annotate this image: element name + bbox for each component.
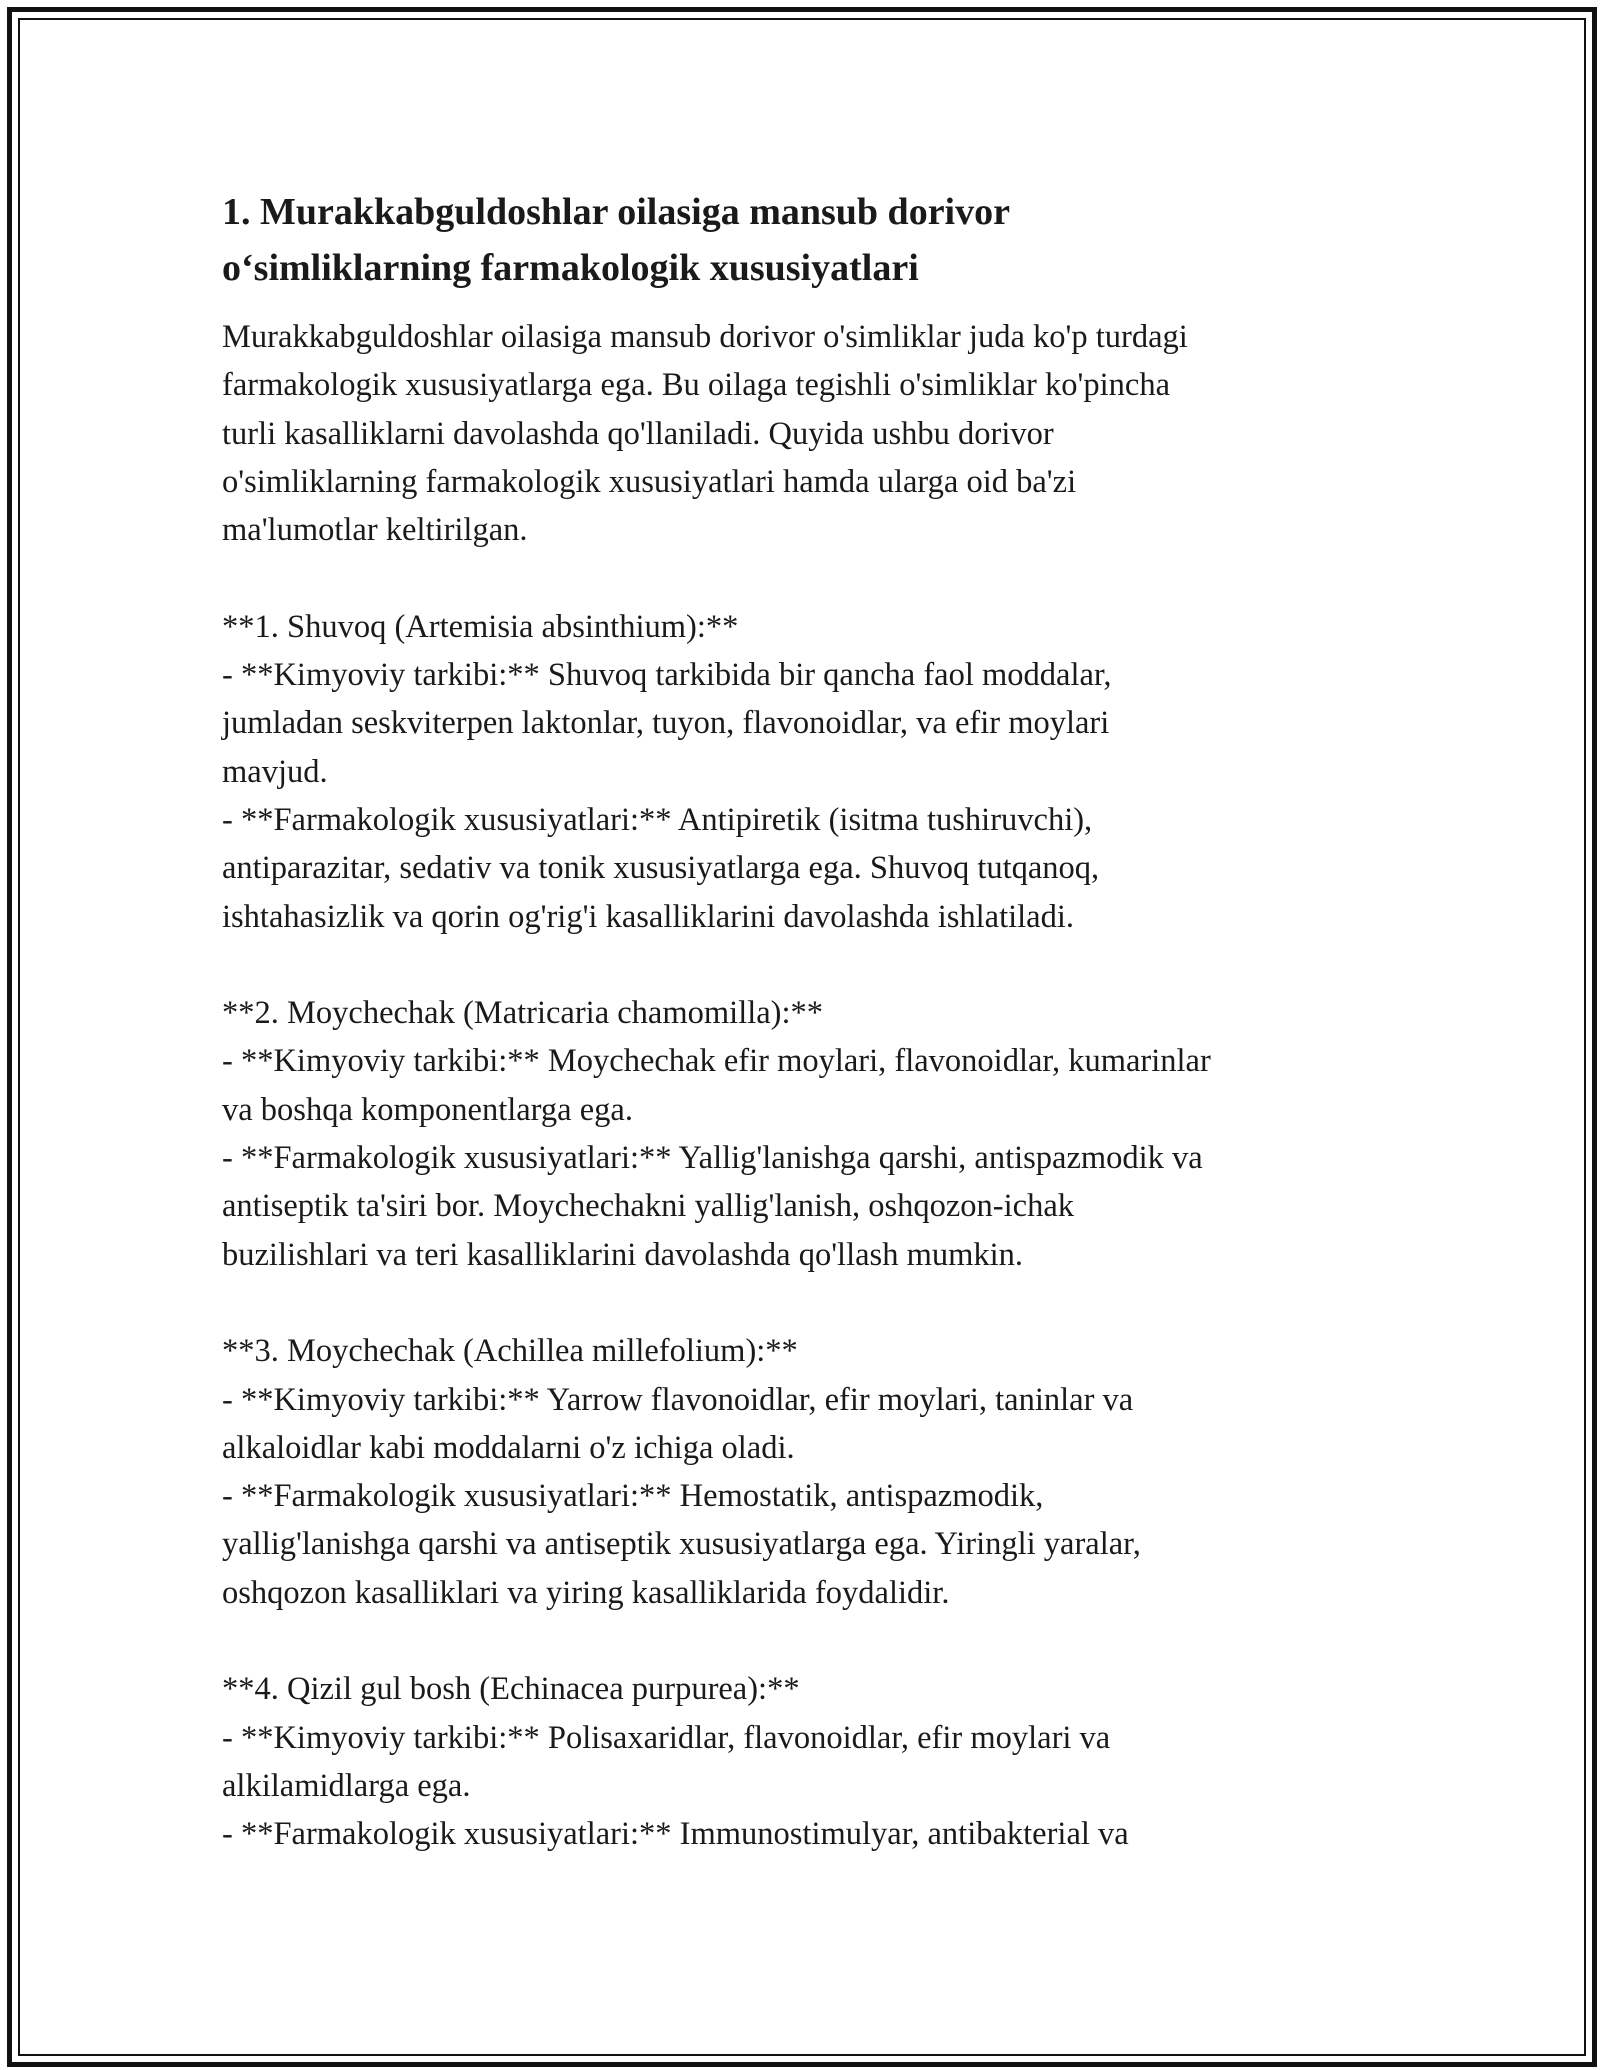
text-line: ishtahasizlik va qorin og'rig'i kasalliklarini davolashda ishlatiladi. xyxy=(222,898,1075,935)
text-line: - **Farmakologik xususiyatlari:** Antipiretik (isitma tushiruvchi), xyxy=(222,801,1093,838)
title-line-1: 1. Murakkabguldoshlar oilasiga mansub dorivor xyxy=(222,191,1010,233)
blank-line xyxy=(222,1279,1392,1327)
text-line: antiseptik ta'siri bor. Moychechakni yallig'lanish, oshqozon-ichak xyxy=(222,1188,1075,1225)
text-line: turli kasalliklarni davolashda qo'llaniladi. Quyida ushbu dorivor xyxy=(222,415,1054,452)
page-title xyxy=(222,184,1392,296)
text-line: **2. Moychechak (Matricaria chamomilla):** xyxy=(222,995,824,1032)
text-line: **1. Shuvoq (Artemisia absinthium):** xyxy=(222,608,739,645)
text-line: buzilishlari va teri kasalliklarini davolashda qo'llash mumkin. xyxy=(222,1236,1024,1273)
text-line: - **Kimyoviy tarkibi:** Shuvoq tarkibida bir qancha faol moddalar, xyxy=(222,657,1112,694)
text-line: mavjud. xyxy=(222,753,328,790)
text-line: alkilamidlarga ega. xyxy=(222,1767,471,1804)
text-line: va boshqa komponentlarga ega. xyxy=(222,1091,633,1128)
text-line: - **Farmakologik xususiyatlari:** Hemostatik, antispazmodik, xyxy=(222,1478,1044,1515)
blank-line xyxy=(222,554,1392,602)
text-line: Murakkabguldoshlar oilasiga mansub dorivor o'simliklar juda ko'p turdagi xyxy=(222,319,1188,355)
document-content xyxy=(222,184,1392,1859)
blank-line xyxy=(222,1617,1392,1665)
text-line: oshqozon kasalliklari va yiring kasalliklarida foydalidir. xyxy=(222,1574,950,1611)
text-line: **3. Moychechak (Achillea millefolium):** xyxy=(222,1333,798,1370)
text-line: antiparazitar, sedativ va tonik xususiyatlarga ega. Shuvoq tutqanoq, xyxy=(222,850,1100,887)
body-text xyxy=(222,313,1392,1859)
text-line: - **Farmakologik xususiyatlari:** Immunostimulyar, antibakterial va xyxy=(222,1816,1129,1853)
text-line: farmakologik xususiyatlarga ega. Bu oilaga tegishli o'simliklar ko'pincha xyxy=(222,367,1170,404)
text-line: yallig'lanishga qarshi va antiseptik xususiyatlarga ega. Yiringli yaralar, xyxy=(222,1526,1141,1563)
text-line: - **Kimyoviy tarkibi:** Moychechak efir moylari, flavonoidlar, kumarinlar xyxy=(222,1043,1211,1080)
text-line: **4. Qizil gul bosh (Echinacea purpurea):** xyxy=(222,1671,800,1708)
text-line: alkaloidlar kabi moddalarni o'z ichiga oladi. xyxy=(222,1429,795,1466)
text-line: jumladan seskviterpen laktonlar, tuyon, flavonoidlar, va efir moylari xyxy=(222,705,1110,742)
text-line: o'simliklarning farmakologik xususiyatlari hamda ularga oid ba'zi xyxy=(222,463,1077,500)
blank-line xyxy=(222,941,1392,989)
text-line: ma'lumotlar keltirilgan. xyxy=(222,512,528,549)
text-line: - **Kimyoviy tarkibi:** Polisaxaridlar, flavonoidlar, efir moylari va xyxy=(222,1719,1111,1756)
text-line: - **Farmakologik xususiyatlari:** Yallig'lanishga qarshi, antispazmodik va xyxy=(222,1140,1203,1177)
title-line-2: o‘simliklarning farmakologik xususiyatlari xyxy=(222,247,919,289)
text-line: - **Kimyoviy tarkibi:** Yarrow flavonoidlar, efir moylari, taninlar va xyxy=(222,1381,1134,1418)
